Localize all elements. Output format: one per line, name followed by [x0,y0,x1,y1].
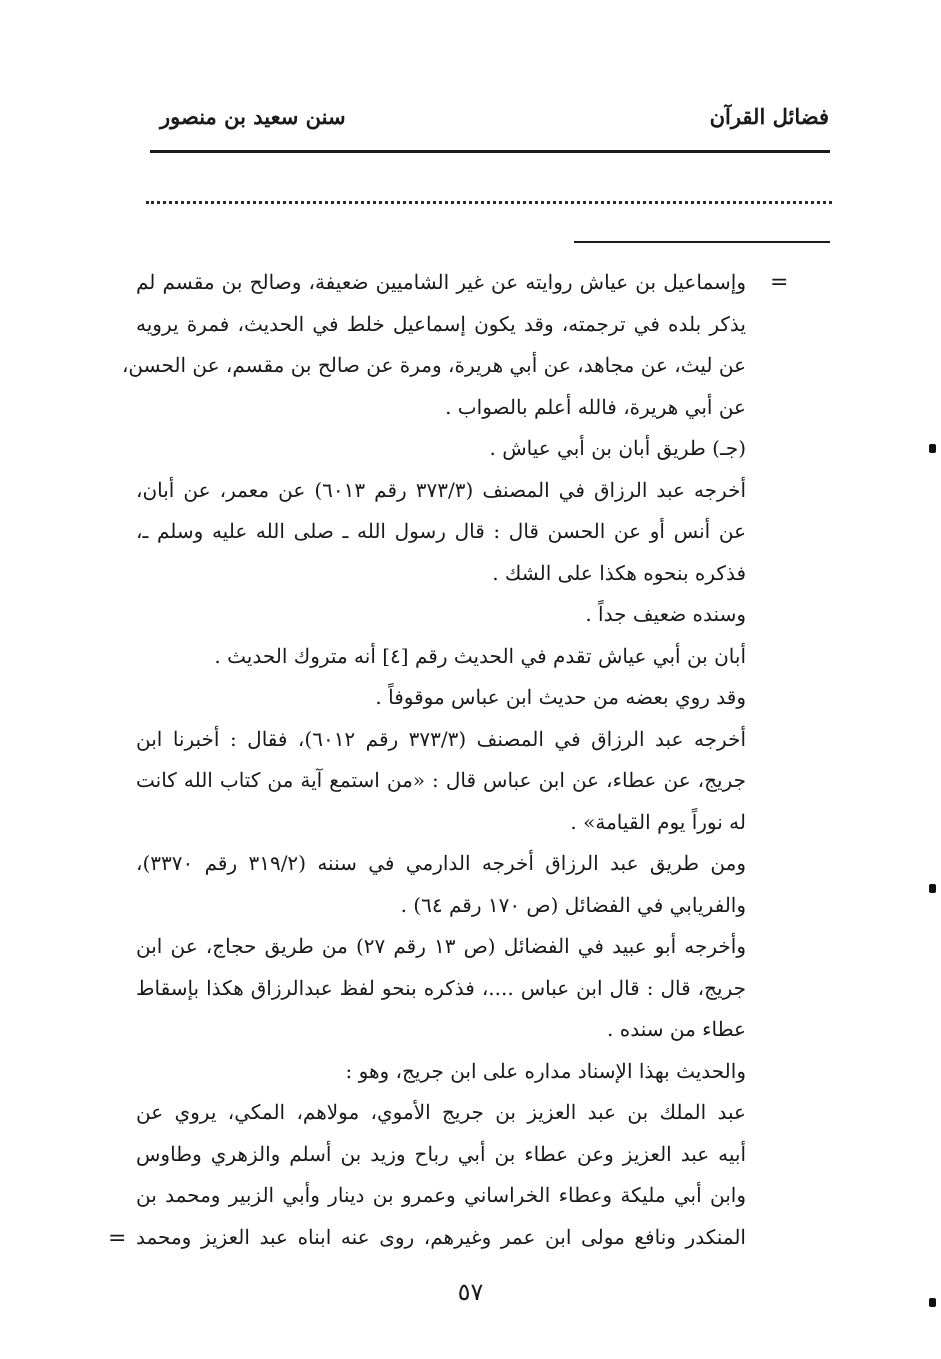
text-line: وقد روي بعضه من حديث ابن عباس موقوفاً . [375,685,746,709]
scan-edge-mark [929,444,936,453]
text-line: عن أنس أو عن الحسن قال : قال رسول الله ـ صلى الله عليه وسلم ـ، [136,519,746,543]
text-line: عبد الملك بن عبد العزيز بن جريج الأموي، مولاهم، المكي، يروي عن [136,1100,746,1124]
text-line: عطاء من سنده . [607,1017,746,1041]
text-line: المنكدر ونافع مولى ابن عمر وغيرهم، روى عنه ابناه عبد العزيز ومحمد [136,1225,746,1249]
text-line: عن أبي هريرة، فالله أعلم بالصواب . [445,395,746,419]
continuation-mark-start: = [770,270,789,295]
text-line: أخرجه عبد الرزاق في المصنف (٣٧٣/٣ رقم ٦٠١٢)، فقال : أخبرنا ابن [136,727,746,751]
continuation-mark-end: = [108,1226,127,1251]
text-line: والفريابي في الفضائل (ص ١٧٠ رقم ٦٤) . [400,893,746,917]
text-line: وسنده ضعيف جداً . [585,602,746,626]
scan-edge-mark [929,884,936,893]
text-line: عن ليث، عن مجاهد، عن أبي هريرة، ومرة عن صالح بن مقسم، عن الحسن، [121,353,746,377]
text-line: جريج، قال : قال ابن عباس ....، فذكره بنحو لفظ عبدالرزاق هكذا بإسقاط [136,976,746,1000]
running-header-book-title: سنن سعيد بن منصور [160,104,346,129]
text-line: أبان بن أبي عياش تقدم في الحديث رقم [٤] أنه متروك الحديث . [214,644,746,668]
text-line: وإسماعيل بن عياش روايته عن غير الشاميين ضعيفة، وصالح بن مقسم لم [136,270,746,294]
text-line: جريج، عن عطاء، عن ابن عباس قال : «من استمع آية من كتاب الله كانت [136,768,746,792]
text-line: فذكره بنحوه هكذا على الشك . [492,561,746,585]
text-line: (جـ) طريق أبان بن أبي عياش . [489,436,746,460]
scan-edge-mark [929,1298,936,1307]
text-line: أخرجه عبد الرزاق في المصنف (٣٧٣/٣ رقم ٦٠١٣) عن معمر، عن أبان، [136,478,747,502]
text-line: له نوراً يوم القيامة» . [570,810,746,834]
text-line: ومن طريق عبد الرزاق أخرجه الدارمي في سننه (٣١٩/٢ رقم ٣٣٧٠)، [136,851,746,875]
text-line: أبيه عبد العزيز وعن عطاء بن أبي رباح وزيد بن أسلم والزهري وطاوس [136,1142,746,1166]
running-header-book-section: فضائل القرآن [709,104,829,129]
page-number: ٥٧ [457,1278,484,1306]
text-line: يذكر بلده في ترجمته، وقد يكون إسماعيل خلط في الحديث، فمرة يرويه [136,312,746,336]
text-line: وأخرجه أبو عبيد في الفضائل (ص ١٣ رقم ٢٧) من طريق حجاج، عن ابن [136,934,746,958]
text-line: وابن أبي مليكة وعطاء الخراساني وعمرو بن دينار وأبي الزبير ومحمد بن [136,1183,746,1207]
text-line: والحديث بهذا الإسناد مداره على ابن جريج، وهو : [345,1059,746,1083]
